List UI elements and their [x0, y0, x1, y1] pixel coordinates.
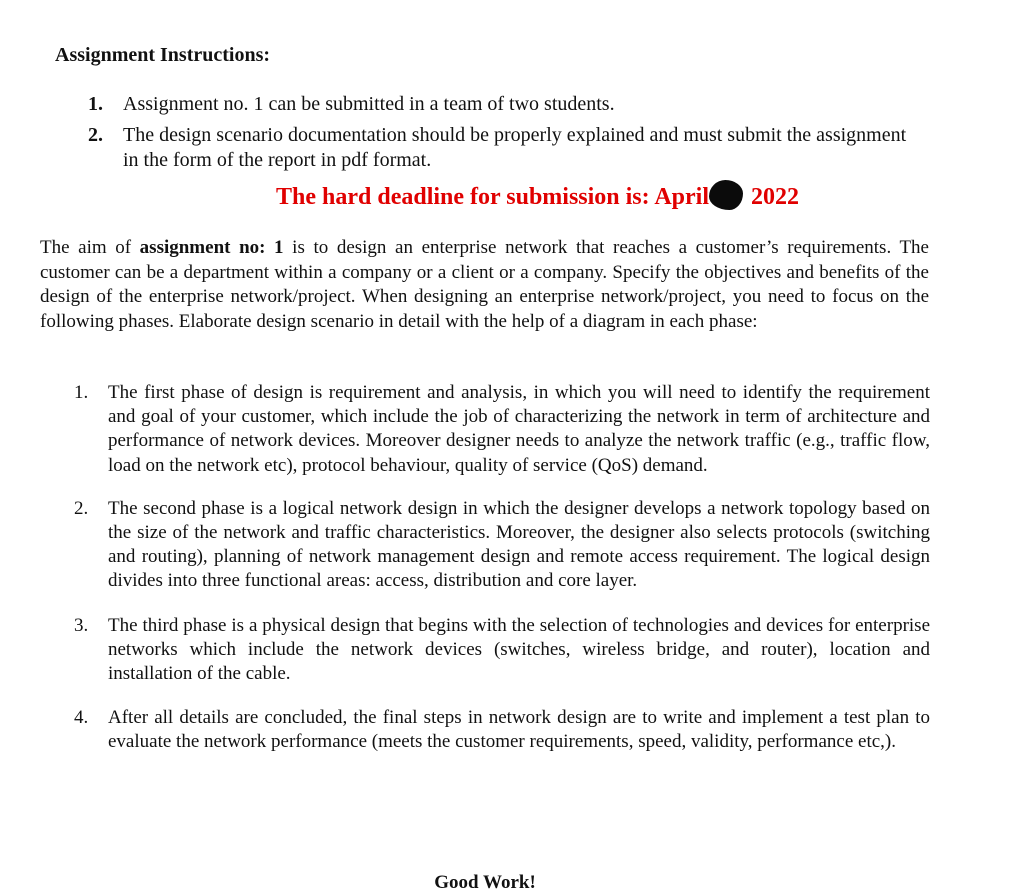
- list-item: [88, 123, 918, 173]
- list-item: [74, 614, 930, 687]
- page-title: Assignment Instructions:: [55, 44, 271, 66]
- list-item-number: 2.: [88, 124, 103, 146]
- list-item-text: The design scenario documentation should be properly explained and must submit the assignment in the form of the report in pdf format.: [123, 124, 907, 171]
- list-item: [74, 706, 930, 754]
- redaction-mark: [709, 180, 743, 210]
- deadline-notice: [276, 180, 799, 211]
- list-item-text: Assignment no. 1 can be submitted in a team of two students.: [123, 93, 615, 115]
- list-item-number: 2.: [74, 497, 89, 519]
- list-item-text: The third phase is a physical design that begins with the selection of technologies and devices for enterprise networks which include the network devices (switches, wireless bridge, and router), location and installation of the cable.: [108, 614, 930, 685]
- list-item-number: 3.: [74, 614, 89, 636]
- intro-paragraph: [40, 236, 929, 334]
- list-item-text: After all details are concluded, the final steps in network design are to write and implement a test plan to evaluate the network performance (meets the customer requirements, speed, validity, performance etc,).: [108, 707, 930, 753]
- list-item: [74, 497, 930, 594]
- list-item-number: 1.: [88, 93, 103, 115]
- closing-note: Good Work!: [434, 872, 536, 893]
- instruction-list: [88, 92, 918, 179]
- intro-bold-text: assignment no: 1: [139, 237, 284, 258]
- intro-text-rest: is to design an enterprise network that reaches a customer’s requirements. The customer can be a department within a company or a client or a company. Specify the objectives and benefits of the design of the enterprise network/project. When designing an enterprise network/project, you need to focus on the following phases. Elaborate design scenario in detail with the help of a diagram in each phase:: [40, 237, 929, 332]
- deadline-year: 2022: [744, 184, 799, 210]
- list-item: [74, 381, 930, 478]
- list-item-number: 4.: [74, 707, 89, 729]
- list-item-text: The first phase of design is requirement and analysis, in which you will need to identify the requirement and goal of your customer, which include the job of characterizing the network in term of architecture and performance of network devices. Moreover designer needs to analyze the network traffic (e.g., traffic flow, load on the network etc), protocol behaviour, quality of service (QoS) demand.: [108, 382, 930, 476]
- phase-list: [74, 381, 930, 755]
- list-item: [88, 92, 918, 117]
- intro-text-start: The aim of: [40, 237, 140, 258]
- list-item-text: The second phase is a logical network design in which the designer develops a network topology based on the size of the network and traffic characteristics. Moreover, the designer also selects protocols (switching and routing), planning of network management design and remote access requirement. The logical design divides into three functional areas: access, distribution and core layer.: [108, 497, 930, 592]
- deadline-text: The hard deadline for submission is: April: [276, 184, 709, 210]
- list-item-number: 1.: [74, 382, 89, 403]
